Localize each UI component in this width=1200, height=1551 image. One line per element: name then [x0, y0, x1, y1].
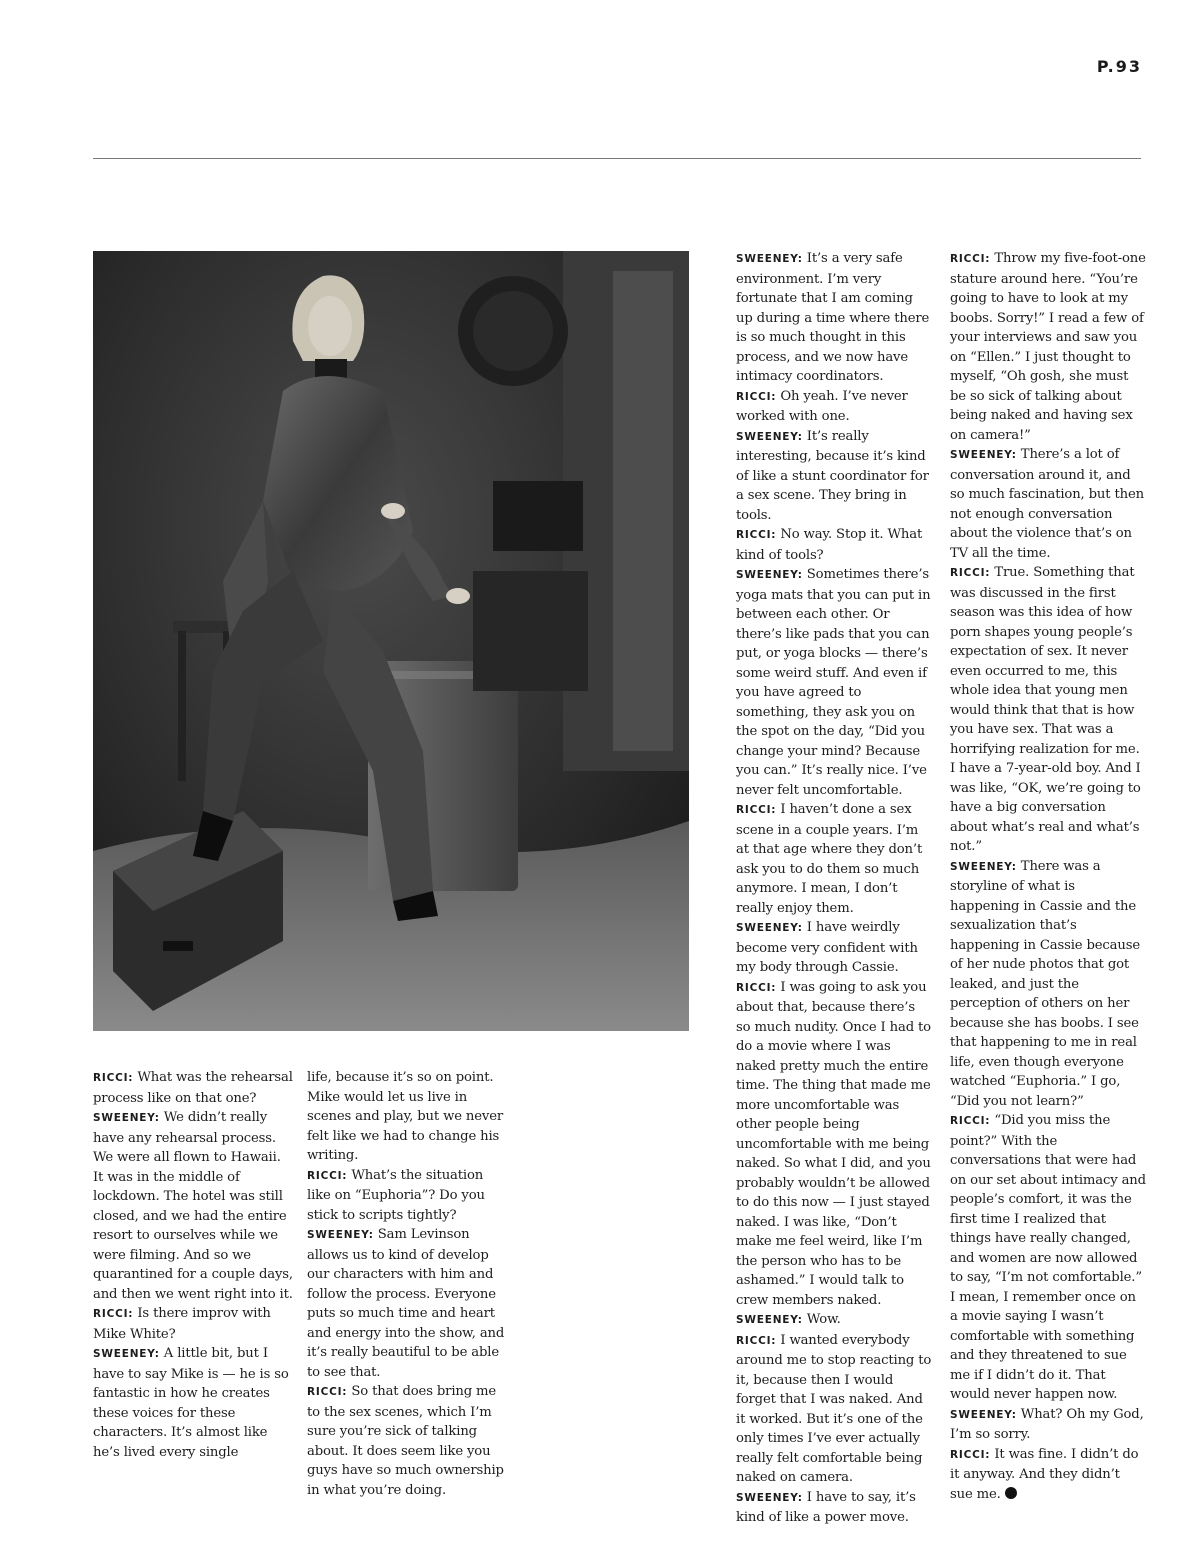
paragraph [307, 1166, 507, 1226]
paragraph-text: What was the rehearsal process like on that one? [93, 1070, 293, 1106]
paragraph [736, 525, 932, 565]
paragraph-text: So that does bring me to the sex scenes, which I’m sure you’re sick of talking about. It does seem like you guys have so much ownership in what you’re doing. [307, 1384, 504, 1498]
speaker-label: RICCI: [307, 1169, 348, 1182]
speaker-label: SWEENEY: [950, 860, 1017, 873]
paragraph-text: I have to say, it’s kind of like a power move. [736, 1489, 916, 1525]
speaker-label: RICCI: [950, 567, 991, 579]
paragraph-text: Wow. [806, 1312, 841, 1327]
speaker-label: SWEENEY: [307, 1229, 374, 1241]
paragraph-text: life, because it’s so on point. Mike would let us live in scenes and play, but we never felt like we had to change his writing. [307, 1070, 504, 1163]
paragraph-text: Is there improv with Mike White? [93, 1306, 271, 1342]
paragraph [950, 1111, 1146, 1405]
speaker-label: SWEENEY: [93, 1348, 160, 1360]
paragraph-text: What’s the situation like on “Euphoria”? Do you stick to scripts tightly? [307, 1167, 485, 1223]
speaker-label: SWEENEY: [736, 1491, 803, 1504]
paragraph [736, 1331, 932, 1488]
paragraph [950, 563, 1146, 857]
paragraph-text: A little bit, but I have to say Mike is — he is so fantastic in how he creates these voices for these characters. It’s almost like he’s lived every single [93, 1346, 289, 1460]
speaker-label: RICCI: [93, 1308, 134, 1320]
speaker-label: RICCI: [736, 804, 777, 816]
paragraph-text: It’s really interesting, because it’s kind of like a stunt coordinator for a sex scene. They bring in tools. [736, 428, 929, 523]
paragraph-text: I have weirdly become very confident with my body through Cassie. [736, 920, 918, 975]
speaker-label: SWEENEY: [736, 569, 803, 581]
paragraph-text: Sometimes there’s yoga mats that you can put in between each other. Or there’s like pads that you can put, or yoga blocks — there’s some weird stuff. And even if you have agreed to something, they ask you on the spot on the day, “Did you change your mind? Because you can.” It’s really nice. I’ve never felt uncomfortable. [736, 567, 931, 798]
paragraph-text: Sam Levinson allows us to kind of develop our characters with him and follow the process. Everyone puts so much time and heart and energy into the show, and it’s really beautiful to be able to see that. [307, 1227, 505, 1380]
paragraph-text: No way. Stop it. What kind of tools? [736, 527, 923, 563]
paragraph [93, 1344, 293, 1462]
speaker-label: SWEENEY: [736, 922, 803, 934]
column-4 [950, 249, 1146, 1504]
paragraph-text: “Did you miss the point?” With the conversations that were had on our set about intimacy and people’s comfort, it was the first time I realized that things have really changed, and women are now allowed to say, “I’m not comfortable.” I mean, I remember once on a movie saying I wasn’t comfortable with something and they threatened to sue me if I didn’t do it. That would never happen now. [950, 1113, 1146, 1402]
paragraph-text: Oh yeah. I’ve never worked with one. [736, 388, 908, 424]
paragraph [950, 445, 1146, 563]
paragraph [307, 1225, 507, 1382]
paragraph [307, 1382, 507, 1500]
paragraph [93, 1304, 293, 1344]
speaker-label: SWEENEY: [736, 1314, 803, 1326]
paragraph [93, 1108, 293, 1304]
paragraph [736, 918, 932, 978]
speaker-label: RICCI: [736, 981, 777, 994]
paragraph [736, 978, 932, 1311]
end-mark-icon [1005, 1487, 1017, 1499]
paragraph-text: There’s a lot of conversation around it, and so much fascination, but then not enough conversation about the violence that’s on TV all the time. [950, 447, 1144, 561]
paragraph [950, 1405, 1146, 1445]
paragraph-text: I was going to ask you about that, because there’s so much nudity. Once I had to do a movie where I was naked pretty much the entire time. The thing that made me more uncomfortable was other people being uncomfortable with me being naked. So what I did, and you probably wouldn’t be allowed to do this now — I just stayed naked. I was like, “Don’t make me feel weird, like I’m the person who has to be ashamed.” I would talk to crew members naked. [736, 979, 931, 1308]
speaker-label: RICCI: [950, 1448, 991, 1461]
paragraph-text: It’s a very safe environment. I’m very fortunate that I am coming up during a time where there is so much thought in this process, and we now have intimacy coordinators. [736, 251, 930, 384]
paragraph-text: I haven’t done a sex scene in a couple years. I’m at that age where they don’t ask you to do them so much anymore. I mean, I don’t really enjoy them. [736, 802, 923, 916]
paragraph-text: It was fine. I didn’t do it anyway. And they didn’t sue me. [950, 1446, 1139, 1502]
paragraph [736, 800, 932, 918]
speaker-label: SWEENEY: [950, 449, 1017, 461]
column-1 [93, 1068, 293, 1462]
speaker-label: RICCI: [736, 529, 777, 541]
paragraph-text: Throw my five-foot-one stature around here. “You’re going to have to look at my boobs. Sorry!” I read a few of your interviews and saw you on “Ellen.” I just thought to myself, “Oh gosh, she must be so sick of talking about being naked and having sex on camera!” [950, 251, 1146, 443]
paragraph [307, 1068, 507, 1166]
column-3 [736, 249, 932, 1528]
paragraph-text: What? Oh my God, I’m so sorry. [950, 1406, 1144, 1442]
column-2 [307, 1068, 507, 1500]
paragraph [93, 1068, 293, 1108]
speaker-label: RICCI: [950, 1115, 991, 1127]
header-rule [93, 158, 1141, 159]
paragraph [736, 1310, 932, 1331]
paragraph [950, 1445, 1146, 1505]
speaker-label: RICCI: [950, 253, 991, 265]
speaker-label: SWEENEY: [950, 1408, 1017, 1421]
speaker-label: RICCI: [307, 1386, 348, 1398]
paragraph-text: We didn’t really have any rehearsal process. We were all flown to Hawaii. It was in the middle of lockdown. The hotel was still closed, and we had the entire resort to ourselves while we were filming. And so we quarantined for a couple days, and then we went right into it. [93, 1110, 293, 1302]
paragraph [736, 249, 932, 387]
speaker-label: RICCI: [93, 1072, 134, 1084]
speaker-label: RICCI: [736, 1334, 777, 1347]
paragraph [736, 387, 932, 427]
page-number: P.93 [1096, 57, 1142, 76]
portrait-photo [93, 251, 689, 1031]
paragraph [736, 1488, 932, 1528]
speaker-label: SWEENEY: [93, 1112, 160, 1124]
paragraph-text: There was a storyline of what is happening in Cassie and the sexualization that’s happening in Cassie because of her nude photos that got leaked, and just the perception of others on her because she has boobs. I see that happening to me in real life, even though everyone watched “Euphoria.” I go, “Did you not learn?” [950, 858, 1140, 1109]
speaker-label: SWEENEY: [736, 253, 803, 265]
speaker-label: SWEENEY: [736, 430, 803, 443]
paragraph [736, 427, 932, 526]
paragraph [950, 249, 1146, 445]
paragraph [950, 857, 1146, 1112]
speaker-label: RICCI: [736, 390, 777, 403]
paragraph [736, 565, 932, 800]
paragraph-text: I wanted everybody around me to stop reacting to it, because then I would forget that I was naked. And it worked. But it’s one of the only times I’ve ever actually really felt comfortable being naked on camera. [736, 1332, 932, 1485]
paragraph-text: True. Something that was discussed in the first season was this idea of how porn shapes young people’s expectation of sex. It never even occurred to me, this whole idea that young men would think that that is how you have sex. That was a horrifying realization for me. I have a 7-year-old boy. And I was like, “OK, we’re going to have a big conversation about what’s real and what’s not.” [950, 565, 1141, 854]
